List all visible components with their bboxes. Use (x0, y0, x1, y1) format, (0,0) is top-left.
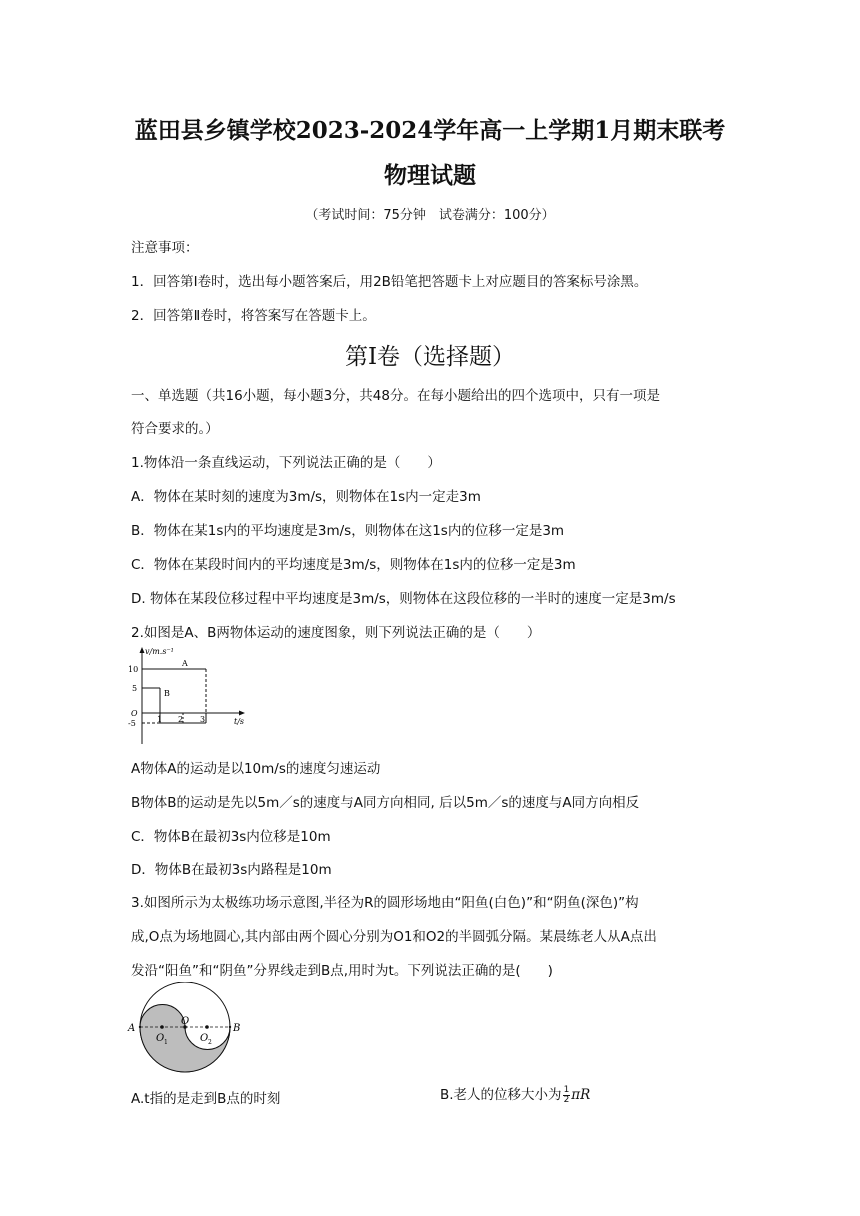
q3-option-b-frac-den: 2 (563, 1094, 570, 1105)
q1-option-c: C．物体在某段时间内的平均速度是3m/s，则物体在1s内的位移一定是3m (131, 557, 576, 573)
q3-label-b: B (233, 1023, 241, 1034)
q2-option-d: D．物体B在最初3s内路程是10m (131, 862, 332, 878)
exam-title: 蓝田县乡镇学校2023-2024学年高一上学期1月期末联考 (134, 117, 726, 144)
q2-y-axis-label: v/m.s⁻¹ (145, 647, 174, 656)
q2-x-axis-arrow (239, 711, 245, 716)
q2-y-axis-arrow (140, 647, 145, 653)
q1-option-b: B．物体在某1s内的平均速度是3m/s，则物体在这1s内的位移一定是3m (131, 523, 565, 539)
q3-option-b-suffix: πR (571, 1087, 591, 1103)
q2-origin-label: O (131, 709, 138, 718)
q3-center-o2 (205, 1025, 209, 1029)
q2-option-c: C．物体B在最初3s内位移是10m (131, 829, 331, 845)
section-instruction-line-1: 一、单选题（共16小题，每小题3分，共48分。在每小题给出的四个选项中，只有一项是 (131, 388, 660, 404)
q2-stem: 2.如图是A、B两物体运动的速度图象，则下列说法正确的是（ ） (131, 625, 541, 641)
q3-taiji-figure (126, 982, 248, 1074)
notes-heading: 注意事项： (131, 240, 199, 256)
q3-label-a: A (128, 1023, 136, 1034)
q2-y-tick-neg5: -5 (128, 719, 136, 728)
q3-label-o: O (181, 1016, 190, 1027)
note-item-2: 2．回答第Ⅱ卷时，将答案写在答题卡上。 (131, 308, 376, 324)
q3-option-b (440, 1083, 590, 1105)
q1-option-a: A．物体在某时刻的速度为3m/s，则物体在1s内一定走3m (131, 489, 481, 505)
q3-stem-line-2: 成,O点为场地圆心,其内部由两个圆心分别为O1和O2的半圆弧分隔。某晨练老人从A点出 (131, 929, 657, 945)
q3-label-o1-sub: 1 (164, 1039, 168, 1046)
q3-option-a: A.t指的是走到B点的时刻 (131, 1091, 281, 1107)
q2-x-tick-1: 1 (157, 715, 163, 724)
q3-label-o2: O (200, 1033, 209, 1044)
q3-option-b-frac-num: 1 (563, 1084, 570, 1095)
exam-info: （考试时间：75分钟 试卷满分：100分） (305, 208, 555, 223)
q3-option-b-fraction (563, 1086, 571, 1105)
q3-point-a (139, 1026, 141, 1028)
q2-x-tick-2: 2 (178, 715, 184, 724)
q2-velocity-time-graph (128, 644, 253, 748)
exam-subject-title: 物理试题 (384, 162, 476, 189)
section-instruction-line-2: 符合要求的。） (131, 421, 219, 437)
q3-stem-line-1: 3.如图所示为太极练功场示意图,半径为R的圆形场地由“阳鱼(白色)”和“阴鱼(深色)”构 (131, 895, 639, 911)
q2-y-tick-5: 5 (132, 684, 138, 693)
q2-x-axis-label: t/s (234, 717, 245, 726)
q3-label-o2-sub: 2 (208, 1039, 212, 1046)
q2-label-a: A (182, 659, 188, 668)
q2-option-b: B物体B的运动是先以5m／s的速度与A同方向相同, 后以5m／s的速度与A同方向相反 (131, 795, 640, 811)
q1-stem: 1.物体沿一条直线运动，下列说法正确的是（ ） (131, 455, 441, 471)
q2-option-a: A物体A的运动是以10m/s的速度匀速运动 (131, 761, 381, 777)
q2-label-b: B (164, 689, 170, 698)
q2-y-tick-10: 10 (128, 665, 139, 674)
q3-point-b (229, 1026, 231, 1028)
q1-option-d: D. 物体在某段位移过程中平均速度是3m/s，则物体在这段位移的一半时的速度一定是3m/s (131, 591, 676, 607)
section-title: 第Ⅰ卷（选择题） (344, 344, 516, 370)
q3-label-o1: O (156, 1033, 165, 1044)
q2-x-tick-3: 3 (200, 715, 206, 724)
q3-option-b-prefix: B.老人的位移大小为 (440, 1087, 562, 1103)
note-item-1: 1．回答第Ⅰ卷时，选出每小题答案后，用2B铅笔把答题卡上对应题目的答案标号涂黑。 (131, 274, 648, 290)
q3-center-o1 (160, 1025, 164, 1029)
q3-stem-line-3: 发沿“阳鱼”和“阴鱼”分界线走到B点,用时为t。下列说法正确的是( ) (131, 963, 553, 979)
